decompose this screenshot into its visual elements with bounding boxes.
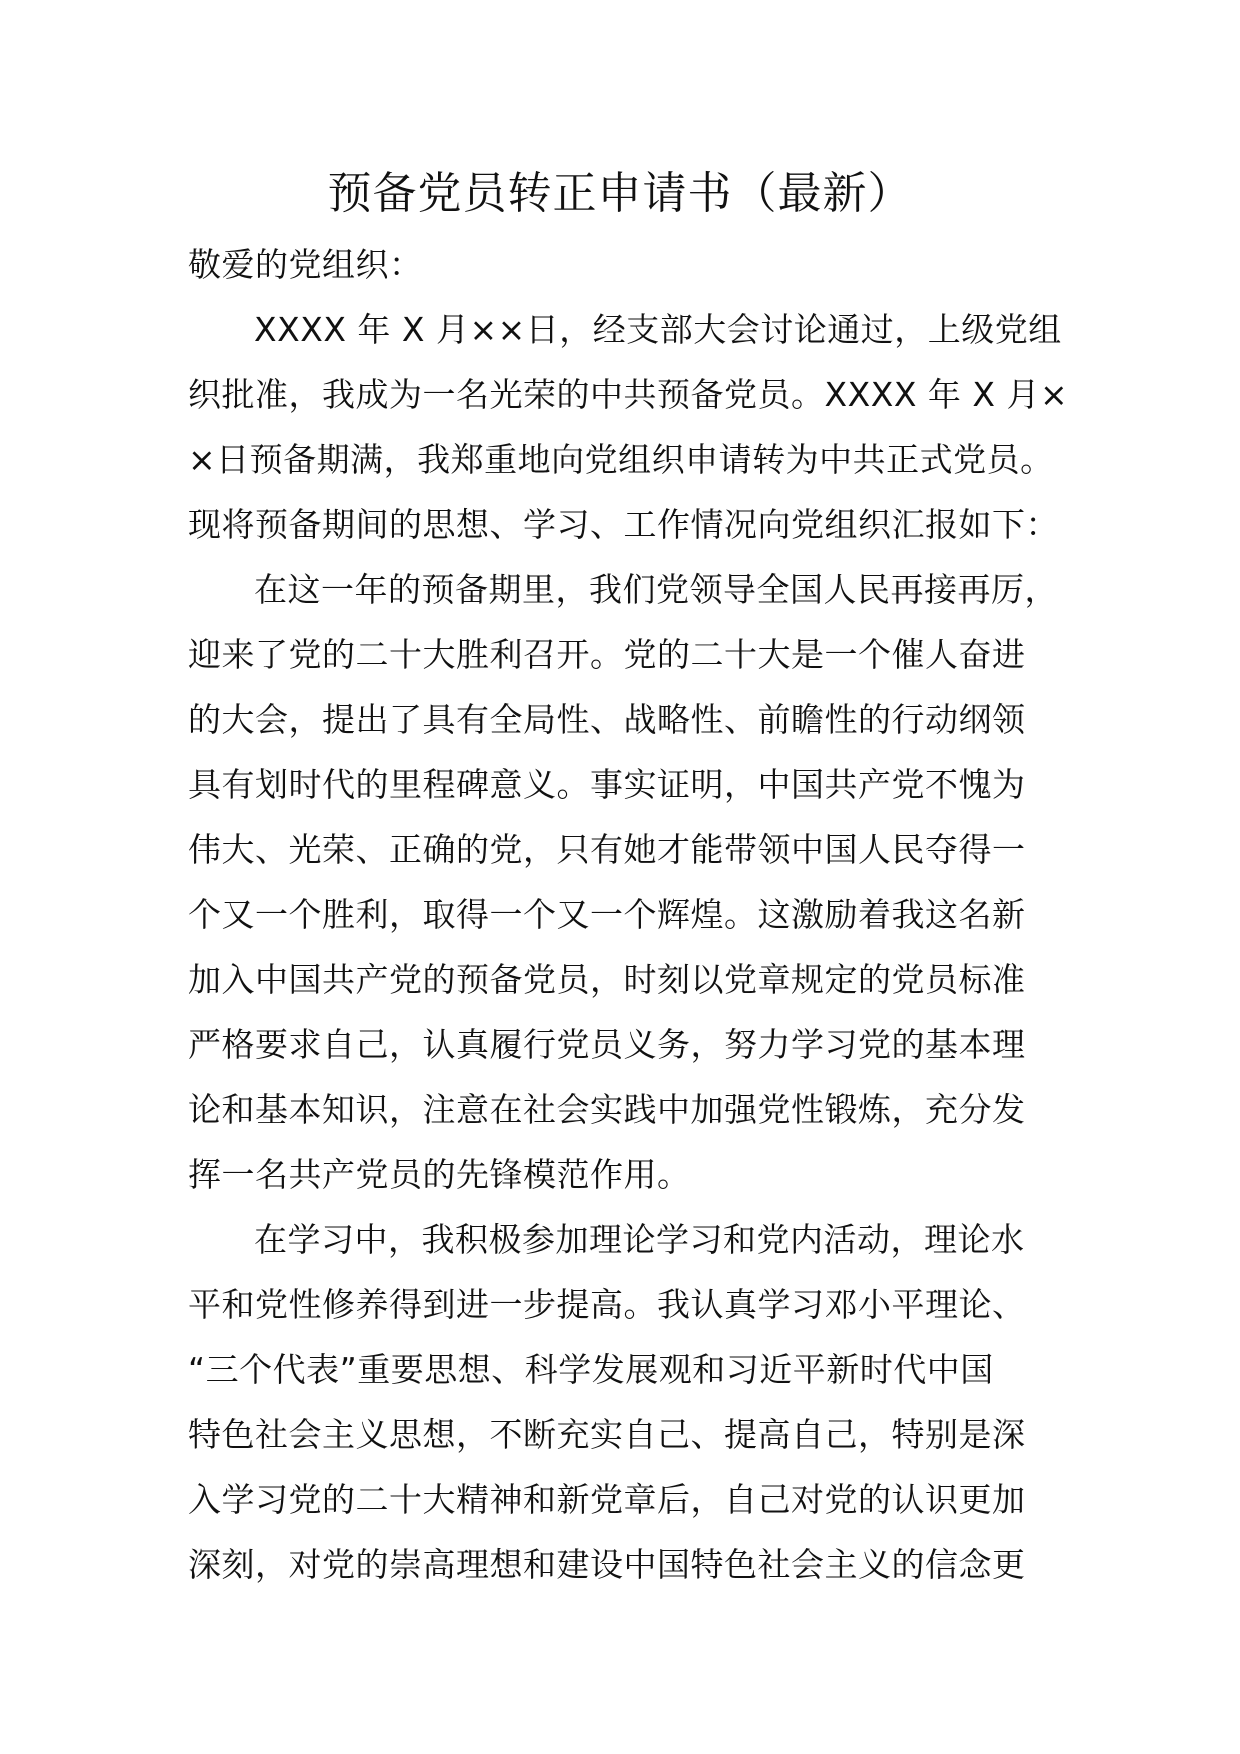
paragraph-line: 织批准，我成为一名光荣的中共预备党员。XXXX 年 X 月× xyxy=(188,375,1069,414)
paragraph-line: XXXX 年 X 月××日，经支部大会讨论通过，上级党组 xyxy=(254,310,1062,349)
paragraph-line: 入学习党的二十大精神和新党章后，自己对党的认识更加 xyxy=(188,1480,1026,1519)
paragraph-line: 现将预备期间的思想、学习、工作情况向党组织汇报如下： xyxy=(188,505,1059,544)
paragraph-line: 的大会，提出了具有全局性、战略性、前瞻性的行动纲领 xyxy=(188,700,1026,739)
paragraph-line: 平和党性修养得到进一步提高。我认真学习邓小平理论、 xyxy=(188,1285,1026,1324)
paragraph-line: 特色社会主义思想，不断充实自己、提高自己，特别是深 xyxy=(188,1415,1026,1454)
paragraph-line: 个又一个胜利，取得一个又一个辉煌。这激励着我这名新 xyxy=(188,895,1026,934)
document-body xyxy=(188,232,1088,1597)
paragraph-line: 挥一名共产党员的先锋模范作用。 xyxy=(188,1155,691,1194)
paragraph-line: 论和基本知识，注意在社会实践中加强党性锻炼，充分发 xyxy=(188,1090,1026,1129)
paragraph-line: 具有划时代的里程碑意义。事实证明，中国共产党不愧为 xyxy=(188,765,1026,804)
paragraph-line: “三个代表”重要思想、科学发展观和习近平新时代中国 xyxy=(188,1350,994,1389)
paragraph-line: 迎来了党的二十大胜利召开。党的二十大是一个催人奋进 xyxy=(188,635,1026,674)
paragraph-line: 严格要求自己，认真履行党员义务，努力学习党的基本理 xyxy=(188,1025,1026,1064)
paragraph-line: 深刻，对党的崇高理想和建设中国特色社会主义的信念更 xyxy=(188,1545,1026,1584)
paragraph-line: 在这一年的预备期里，我们党领导全国人民再接再厉， xyxy=(254,570,1058,609)
document-title: 预备党员转正申请书（最新） xyxy=(327,168,913,219)
salutation-line: 敬爱的党组织： xyxy=(188,245,423,284)
paragraph-line: 加入中国共产党的预备党员，时刻以党章规定的党员标准 xyxy=(188,960,1026,999)
paragraph-line: 在学习中，我积极参加理论学习和党内活动，理论水 xyxy=(254,1220,1025,1259)
paragraph-line: 伟大、光荣、正确的党，只有她才能带领中国人民夺得一 xyxy=(188,830,1026,869)
paragraph-line: ×日预备期满，我郑重地向党组织申请转为中共正式党员。 xyxy=(188,440,1054,479)
